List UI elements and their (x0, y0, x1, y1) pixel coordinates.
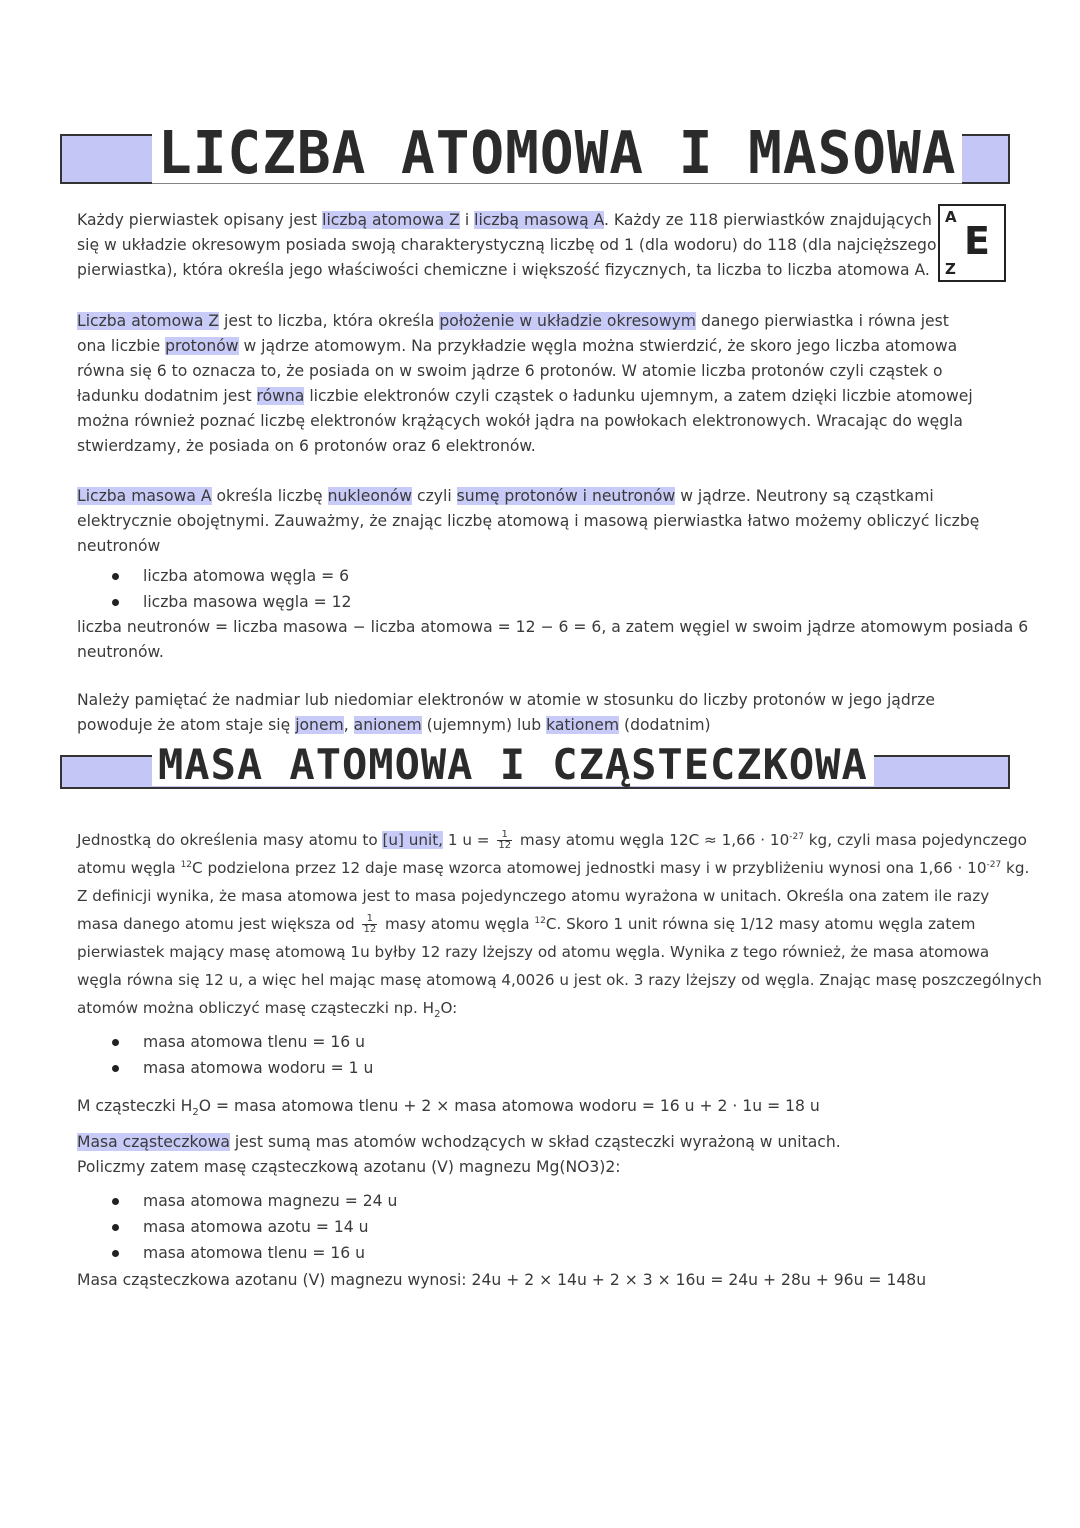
highlight: Liczba masowa A (77, 487, 212, 505)
list-item: liczba masowa węgla = 12 (110, 589, 351, 615)
highlight: nukleonów (327, 487, 413, 505)
highlight: protonów (165, 337, 239, 355)
section-title-1: LICZBA ATOMOWA I MASOWA (152, 125, 962, 184)
paragraph-result: Masa cząsteczkowa azotanu (V) magnezu wynosi: 24u + 2 × 14u + 2 × 3 × 16u = 24u + 28u + 96u = 148u (77, 1271, 927, 1289)
highlight: Masa cząsteczkowa (77, 1133, 230, 1151)
paragraph-atomic-number: Liczba atomowa Z jest to liczba, która określa położenie w układzie okresowym danego pierwiastka i równa jest ona liczbie protonów w jądrze atomowym. Na przykładzie węgla można stwierdzić, że skoro jego liczba atomowa równa się 6 to oznacza to, że posiada on w swoim jądrze 6 protonów. W atomie liczba protonów czyli cząstek o ładunku dodatnim jest równa liczbie elektronów czyli cząstek o ładunku ujemnym, a zatem dzięki liczbie atomowej można również poznać liczbę elektronów krążących wokół jądra na powłokach elektronowych. Wracając do węgla stwierdzamy, że posiada on 6 protonów oraz 6 elektronów. (77, 312, 973, 455)
list-item: masa atomowa magnezu = 24 u (110, 1188, 397, 1214)
bullet-list-carbon (110, 563, 351, 615)
highlight: położenie w układzie okresowym (439, 312, 696, 330)
highlight: jonem (295, 716, 344, 734)
highlight: [u] unit, (382, 831, 444, 849)
highlight: liczbą masową A (474, 211, 605, 229)
highlight: anionem (353, 716, 422, 734)
bullet-list-magnesium-nitrate (110, 1188, 397, 1266)
paragraph-atomic-mass: Jednostką do określenia masy atomu to [u] unit, 1 u = $\frac{1}{12}$ masy atomu węgla $12C \approx 1,66 \cdot 10^{-27}$ kg, czyli masa pojedynczego atomu węgla $^{12}$C podzielona przez 12 daje masę wzorca atomowej jednostki masy i w przybliżeniu wynosi ona $1,66 \cdot 10^{-27}$ kg. Z definicji wynika, że masa atomowa jest to masa pojedynczego atomu wyrażona w unitach. Określa ona zatem ile razy masa danego atomu jest większa od $\frac{1}{12}$ masy atomu węgla $^{12}$C. Skoro 1 unit równa się 1/12 masy atomu węgla zatem pierwiastek mający masę atomową 1u byłby 12 razy lżejszy od atomu węgla. Wynika z tego również, że masa atomowa węgla równa się 12 u, a więc hel mając masę atomową 4,0026 u jest ok. 3 razy lżejszy od węgla. Znając masę poszczególnych atomów można obliczyć masę cząsteczki np. $H_2O$: (77, 829, 1042, 1021)
paragraph-neutrons: liczba neutronów = liczba masowa − liczba atomowa = 12 − 6 = 6, a zatem węgiel w swoim jądrze atomowym posiada 6 neutronów. (77, 618, 1029, 661)
list-item: masa atomowa wodoru = 1 u (110, 1055, 373, 1081)
paragraph-mass-number: Liczba masowa A określa liczbę nukleonów czyli sumę protonów i neutronów w jądrze. Neutrony są cząstkami elektrycznie obojętnymi. Zauważmy, że znając liczbę atomową i masową pierwiastka łatwo możemy obliczyć liczbę neutronów (77, 487, 980, 555)
list-item: masa atomowa tlenu = 16 u (110, 1240, 397, 1266)
paragraph-ions: Należy pamiętać że nadmiar lub niedomiar elektronów w atomie w stosunku do liczby protonów w jego jądrze powoduje że atom staje się jonem, anionem (ujemnym) lub kationem (dodatnim) (77, 691, 935, 734)
highlight: kationem (546, 716, 620, 734)
section-title-2: MASA ATOMOWA I CZĄSTECZKOWA (152, 744, 874, 786)
list-item: liczba atomowa węgla = 6 (110, 563, 351, 589)
fraction: $\frac{1}{12}$ (363, 913, 377, 935)
bullet-list-water (110, 1029, 373, 1081)
mass-number-label: A (945, 208, 957, 226)
highlight: Liczba atomowa Z (77, 312, 220, 330)
list-item: masa atomowa azotu = 14 u (110, 1214, 397, 1240)
element-symbol: E (964, 219, 990, 263)
highlight: liczbą atomowa Z (322, 211, 460, 229)
paragraph-molecular-mass: Masa cząsteczkowa jest sumą mas atomów wchodzących w skład cząsteczki wyrażoną w unitach. Policzmy zatem masę cząsteczkową azotanu (V) magnezu Mg(NO3)2: (77, 1133, 841, 1176)
paragraph-water-mass: M cząsteczki $H_2O$ = masa atomowa tlenu + 2 × masa atomowa wodoru = 16 u + 2 · 1u = 18 u (77, 1097, 820, 1119)
paragraph-intro: Każdy pierwiastek opisany jest liczbą atomowa Z i liczbą masową A. Każdy ze 118 pierwiastków znajdujących się w układzie okresowym posiada swoją charakterystyczną liczbę od 1 (dla wodoru) do 118 (dla najcięższego pierwiastka), która określa jego właściwości chemiczne i większość fizycznych, ta liczba to liczba atomowa A. (77, 211, 937, 279)
highlight: równa (256, 387, 305, 405)
fraction: $\frac{1}{12}$ (498, 829, 512, 851)
atomic-number-label: Z (945, 260, 956, 278)
highlight: sumę protonów i neutronów (456, 487, 676, 505)
list-item: masa atomowa tlenu = 16 u (110, 1029, 373, 1055)
element-notation-box (938, 204, 1006, 282)
